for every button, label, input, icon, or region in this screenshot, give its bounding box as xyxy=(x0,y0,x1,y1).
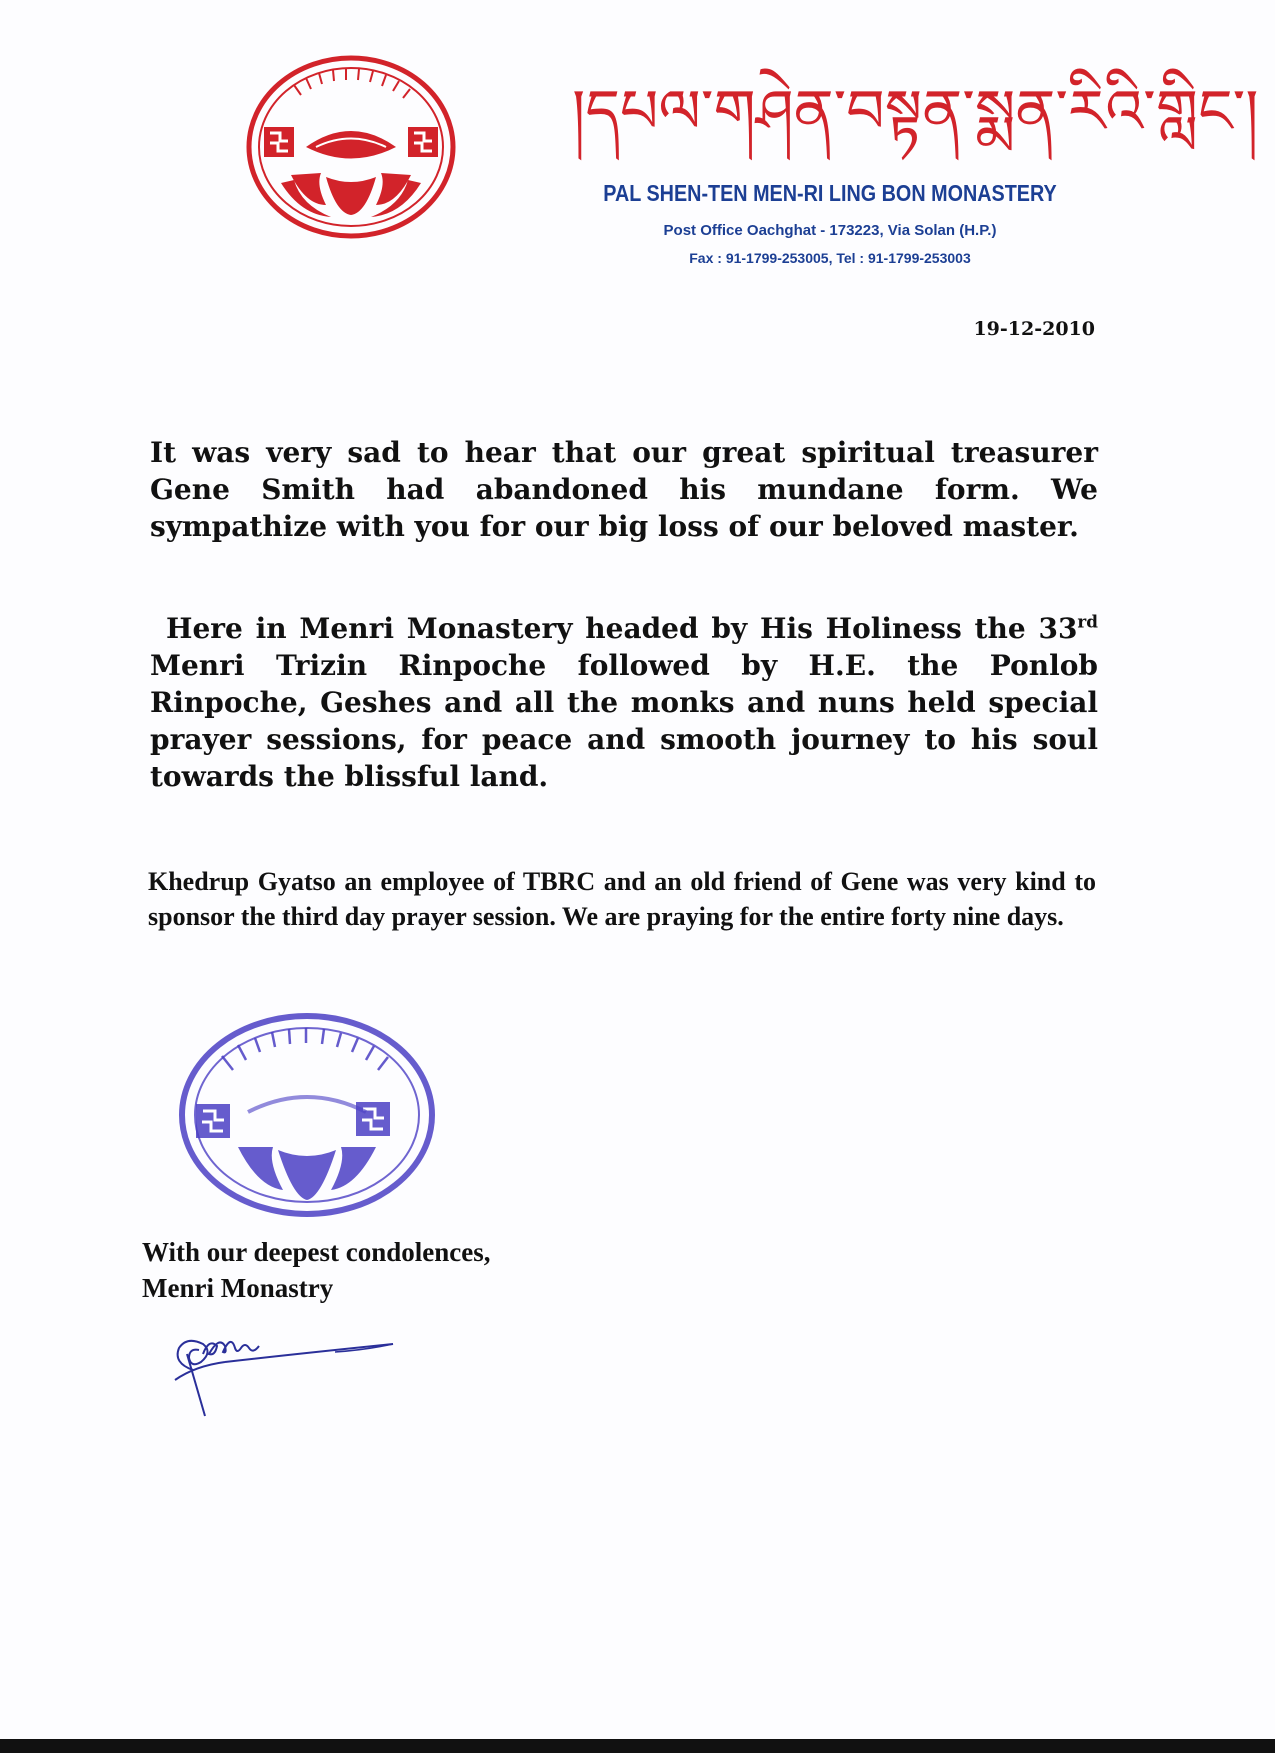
closing-block xyxy=(142,1234,742,1306)
ordinal-suffix: rd xyxy=(1077,611,1098,632)
organization-contact: Fax : 91-1799-253005, Tel : 91-1799-253003 xyxy=(689,250,971,266)
scan-edge-bar xyxy=(0,1739,1275,1753)
letter-date: 19-12-2010 xyxy=(973,318,1095,340)
body-paragraph-1: It was very sad to hear that our great spiritual treasurer Gene Smith had abandoned his mundane form. We sympathize with you for our big loss of our beloved master. xyxy=(150,436,1098,543)
closing-line: With our deepest condolences, xyxy=(142,1237,491,1267)
handwritten-signature xyxy=(165,1318,405,1426)
organization-address: Post Office Oachghat - 173223, Via Solan (H.P.) xyxy=(663,222,997,239)
paragraph-2-start: Here in Menri Monastery headed by His Holiness the 33 xyxy=(166,612,1078,645)
monastery-seal-stamp xyxy=(178,1012,436,1218)
body-paragraph-2 xyxy=(150,610,1098,795)
monastery-logo-seal xyxy=(246,55,456,240)
tibetan-monastery-title: །དཔལ་གཤེན་བསྟན་སྨན་རིའི་གླིང་། xyxy=(572,77,1259,147)
body-paragraph-3: Khedrup Gyatso an employee of TBRC and an old friend of Gene was very kind to sponsor the third day prayer session. We are praying for the entire forty nine days. xyxy=(148,867,1096,931)
organization-name: PAL SHEN-TEN MEN-RI LING BON MONASTERY xyxy=(603,180,1057,206)
signatory-name: Menri Monastry xyxy=(142,1273,334,1303)
paragraph-2-rest: Menri Trizin Rinpoche followed by H.E. the Ponlob Rinpoche, Geshes and all the monks and nuns held special prayer sessions, for peace and smooth journey to his soul towards the blissful land. xyxy=(150,649,1098,793)
